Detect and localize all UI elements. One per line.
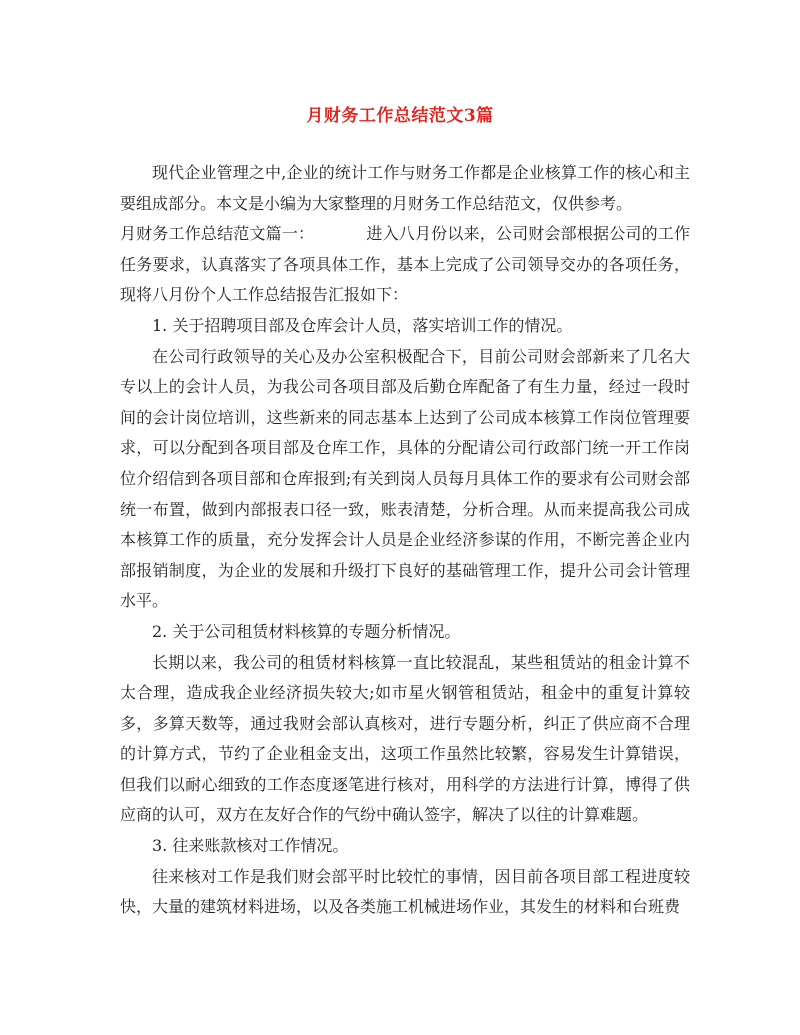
section-2-body: 长期以来，我公司的租赁材料核算一直比较混乱，某些租赁站的租金计算不太合理，造成我企业经济损失较大;如市星火钢管租赁站，租金中的重复计算较多，多算天数等，通过我财会部认真核对，进行专题分析，纠正了供应商不合理的计算方式，节约了企业租金支出，这项工作虽然比较繁，容易发生计算错误，但我们以耐心细致的工作态度逐笔进行核对，用科学的方法进行计算，博得了供应商的认可，双方在友好合作的气纷中确认签字，解决了以往的计算难题。 — [120, 652, 690, 825]
section-2-heading: 2. 关于公司租赁材料核算的专题分析情况。 — [152, 621, 461, 641]
section-3-body: 往来核对工作是我们财会部平时比较忙的事情，因目前各项目部工程进度较快，大量的建筑材料进场，以及各类施工机械进场作业，其发生的材料和台班费 — [120, 866, 690, 917]
part1-paragraph — [120, 219, 690, 311]
intro-paragraph: 现代企业管理之中,企业的统计工作与财务工作都是企业核算工作的核心和主要组成部分。本文是小编为大家整理的月财务工作总结范文，仅供参考。 — [120, 163, 690, 213]
section-3-heading: 3. 往来账款核对工作情况。 — [152, 836, 349, 856]
part1-opening: 进入八月份以来，公司财会部根据公司的工作任务要求，认真落实了各项具体工作，基本上完成了公司领导交办的各项任务，现将八月份个人工作总结报告汇报如下： — [120, 224, 690, 305]
document-body — [120, 158, 690, 923]
section-1-heading: 1. 关于招聘项目部及仓库会计人员，落实培训工作的情况。 — [152, 315, 573, 335]
section-1-body: 在公司行政领导的关心及办公室积极配合下，目前公司财会部新来了几名大专以上的会计人员，为我公司各项目部及后勤仓库配备了有生力量，经过一段时间的会计岗位培训，这些新来的同志基本上达到了公司成本核算工作岗位管理要求，可以分配到各项目部及仓库工作，具体的分配请公司行政部门统一开工作岗位介绍信到各项目部和仓库报到;有关到岗人员每月具体工作的要求有公司财会部统一布置，做到内部报表口径一致，账表清楚，分析合理。从而来提高我公司成本核算工作的质量，充分发挥会计人员是企业经济参谋的作用，不断完善企业内部报销制度，为企业的发展和升级打下良好的基础管理工作，提升公司会计管理水平。 — [120, 346, 690, 611]
part1-label: 月财务工作总结范文篇一： — [120, 224, 315, 244]
document-title: 月财务工作总结范文3篇 — [306, 106, 494, 126]
